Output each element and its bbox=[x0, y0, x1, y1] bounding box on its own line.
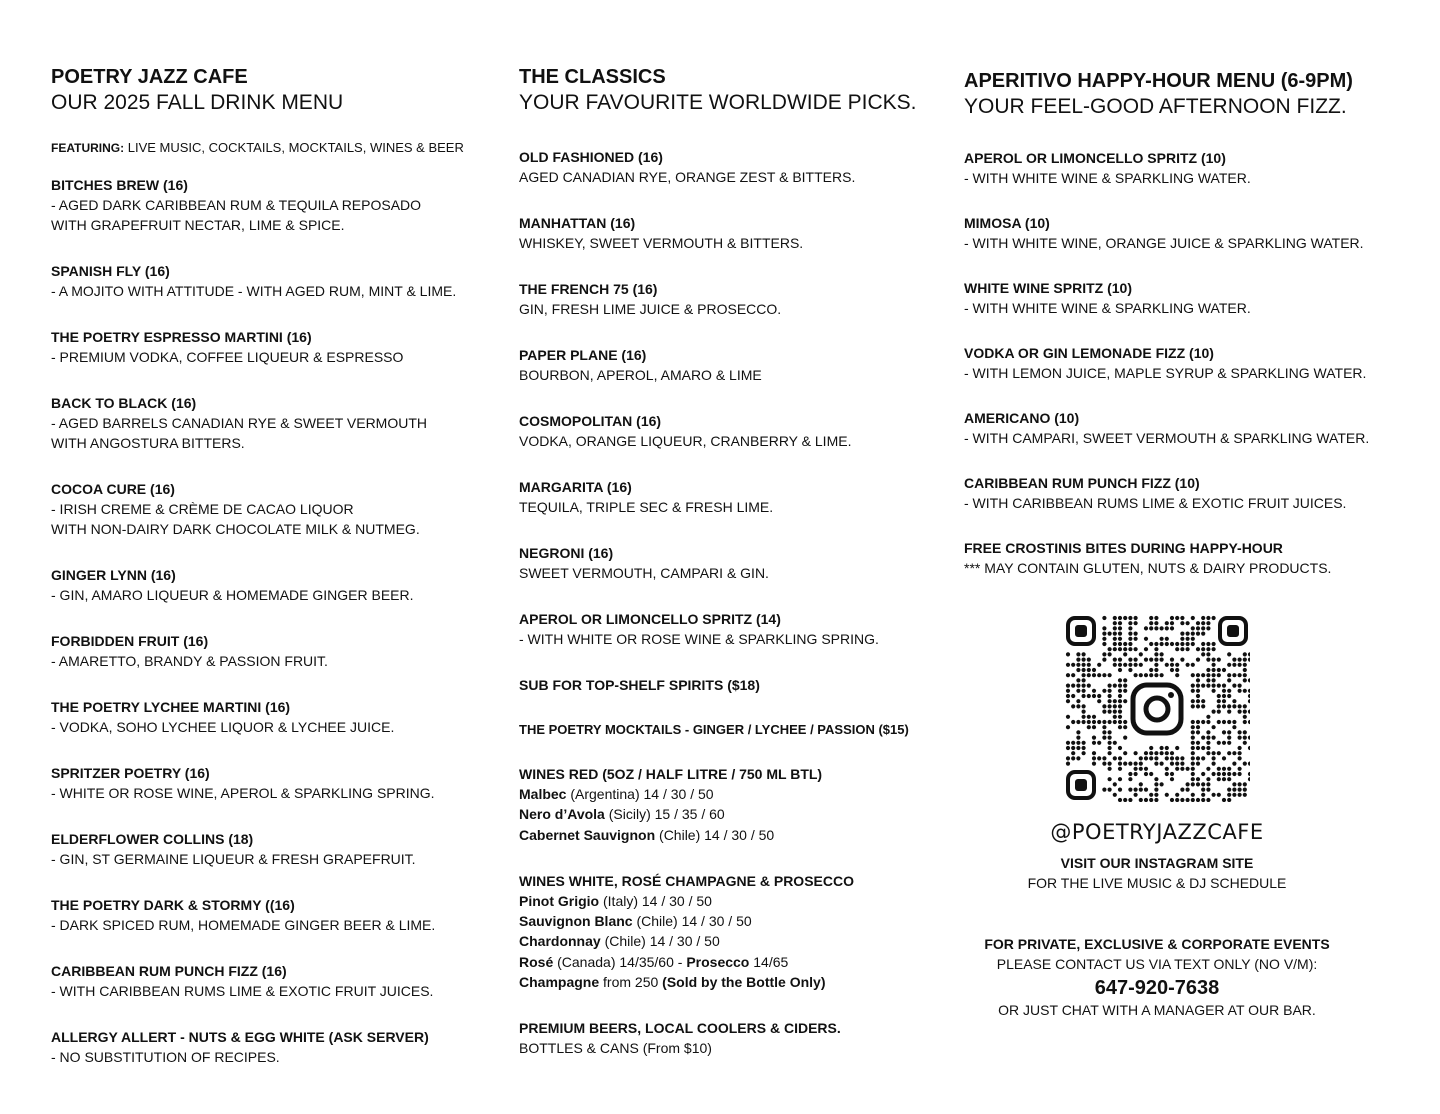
item-name: PAPER PLANE (16) bbox=[519, 347, 647, 363]
item-desc: - WITH WHITE OR ROSE WINE & SPARKLING SPRING. bbox=[519, 631, 879, 647]
item-desc: - WITH CAMPARI, SWEET VERMOUTH & SPARKLING WATER. bbox=[964, 430, 1370, 446]
happy-hour-title: APERITIVO HAPPY-HOUR MENU (6-9PM) bbox=[964, 70, 1353, 92]
item-name: MANHATTAN (16) bbox=[519, 215, 636, 231]
menu-item bbox=[51, 327, 491, 367]
featuring-text: LIVE MUSIC, COCKTAILS, MOCKTAILS, WINES & BEER bbox=[124, 140, 464, 155]
item-name: ALLERGY ALLERT - NUTS & EGG WHITE (ASK SERVER) bbox=[51, 1029, 429, 1045]
item-name: FREE CROSTINIS BITES DURING HAPPY-HOUR bbox=[964, 540, 1283, 556]
item-desc: WITH ANGOSTURA BITTERS. bbox=[51, 435, 245, 451]
item-name: MIMOSA (10) bbox=[964, 215, 1050, 231]
item-desc: - WITH WHITE WINE & SPARKLING WATER. bbox=[964, 300, 1251, 316]
item-desc: AGED CANADIAN RYE, ORANGE ZEST & BITTERS. bbox=[519, 169, 856, 185]
wine-detail: from 250 bbox=[599, 974, 663, 991]
menu-title: POETRY JAZZ CAFE bbox=[51, 66, 248, 88]
wine-detail: (Chile) 14 / 30 / 50 bbox=[600, 933, 720, 950]
menu-item bbox=[51, 961, 491, 1001]
item-desc: SWEET VERMOUTH, CAMPARI & GIN. bbox=[519, 565, 769, 581]
item-desc: WITH GRAPEFRUIT NECTAR, LIME & SPICE. bbox=[51, 217, 345, 233]
events-desc: PLEASE CONTACT US VIA TEXT ONLY (NO V/M): bbox=[996, 956, 1318, 972]
signature-cocktails-column bbox=[51, 64, 491, 1093]
visit-desc: FOR THE LIVE MUSIC & DJ SCHEDULE bbox=[1027, 875, 1287, 891]
item-desc: - GIN, ST GERMAINE LIQUEUR & FRESH GRAPEFRUIT. bbox=[51, 851, 416, 867]
menu-item bbox=[519, 279, 949, 319]
item-desc: - GIN, AMARO LIQUEUR & HOMEMADE GINGER BEER. bbox=[51, 587, 414, 603]
item-desc: - A MOJITO WITH ATTITUDE - WITH AGED RUM, MINT & LIME. bbox=[51, 283, 457, 299]
item-desc: VODKA, ORANGE LIQUEUR, CRANBERRY & LIME. bbox=[519, 433, 852, 449]
wines-red-section bbox=[519, 764, 949, 845]
wine-detail: (Argentina) 14 / 30 / 50 bbox=[566, 786, 714, 802]
item-name: BACK TO BLACK (16) bbox=[51, 395, 197, 411]
wine-name: Prosecco bbox=[686, 953, 750, 970]
wines-white-list bbox=[519, 891, 949, 952]
item-desc: - WITH WHITE WINE, ORANGE JUICE & SPARKLING WATER. bbox=[964, 235, 1364, 251]
wine-detail: (Sicily) 15 / 35 / 60 bbox=[604, 806, 725, 823]
wine-detail: (Canada) 14/35/60 - bbox=[553, 953, 687, 970]
item-name: OLD FASHIONED (16) bbox=[519, 149, 663, 165]
menu-item bbox=[964, 473, 1424, 513]
happy-hour-column bbox=[964, 64, 1424, 603]
item-desc: - DARK SPICED RUM, HOMEMADE GINGER BEER & LIME. bbox=[51, 917, 436, 933]
events-heading: FOR PRIVATE, EXCLUSIVE & CORPORATE EVENTS bbox=[984, 936, 1330, 952]
wine-line bbox=[519, 931, 949, 951]
item-desc: WHISKEY, SWEET VERMOUTH & BITTERS. bbox=[519, 235, 804, 251]
featuring-line bbox=[51, 139, 491, 157]
item-name: APEROL OR LIMONCELLO SPRITZ (10) bbox=[964, 150, 1226, 166]
wine-line bbox=[519, 911, 949, 931]
menu-item bbox=[519, 477, 949, 517]
menu-item bbox=[51, 1027, 491, 1067]
featuring-label: FEATURING: bbox=[51, 141, 125, 155]
wine-line bbox=[519, 891, 949, 911]
wine-line bbox=[519, 825, 949, 845]
wine-detail: (Italy) 14 / 30 / 50 bbox=[599, 892, 712, 909]
happy-hour-list bbox=[964, 148, 1424, 578]
chat-note: OR JUST CHAT WITH A MANAGER AT OUR BAR. bbox=[998, 1002, 1316, 1018]
wine-line bbox=[519, 804, 949, 824]
item-name: MARGARITA (16) bbox=[519, 479, 632, 495]
item-name: SPANISH FLY (16) bbox=[51, 263, 170, 279]
menu-item bbox=[51, 393, 491, 453]
wines-white-heading: WINES WHITE, ROSÉ CHAMPAGNE & PROSECCO bbox=[519, 872, 854, 889]
menu-item bbox=[51, 565, 491, 605]
item-desc: - WHITE OR ROSE WINE, APEROL & SPARKLING SPRING. bbox=[51, 785, 435, 801]
item-name: APEROL OR LIMONCELLO SPRITZ (14) bbox=[519, 611, 781, 627]
wine-detail: (Chile) 14 / 30 / 50 bbox=[655, 826, 775, 843]
menu-item bbox=[519, 675, 949, 695]
events-info bbox=[964, 934, 1350, 1020]
menu-item bbox=[964, 408, 1424, 448]
item-name: COCOA CURE (16) bbox=[51, 481, 175, 497]
item-desc: - AMARETTO, BRANDY & PASSION FRUIT. bbox=[51, 653, 328, 669]
item-name: GINGER LYNN (16) bbox=[51, 567, 176, 583]
menu-item bbox=[964, 343, 1424, 383]
item-desc: - WITH LEMON JUICE, MAPLE SYRUP & SPARKLING WATER. bbox=[964, 365, 1367, 381]
menu-item bbox=[519, 720, 949, 740]
item-name: SPRITZER POETRY (16) bbox=[51, 765, 210, 781]
menu-item bbox=[51, 261, 491, 301]
item-name: THE POETRY ESPRESSO MARTINI (16) bbox=[51, 329, 312, 345]
classics-title: THE CLASSICS bbox=[519, 66, 666, 88]
menu-item bbox=[51, 631, 491, 671]
item-desc: *** MAY CONTAIN GLUTEN, NUTS & DAIRY PRODUCTS. bbox=[964, 560, 1332, 576]
item-desc: - AGED DARK CARIBBEAN RUM & TEQUILA REPOSADO bbox=[51, 197, 422, 213]
menu-subtitle: OUR 2025 FALL DRINK MENU bbox=[51, 91, 344, 114]
menu-item bbox=[51, 175, 491, 235]
item-desc: - IRISH CREME & CRÈME DE CACAO LIQUOR bbox=[51, 501, 354, 517]
champagne-note: (Sold by the Bottle Only) bbox=[662, 974, 826, 991]
item-desc: - PREMIUM VODKA, COFFEE LIQUEUR & ESPRESSO bbox=[51, 349, 404, 365]
instagram-info bbox=[964, 853, 1350, 893]
menu-item bbox=[519, 411, 949, 451]
classics-subtitle: YOUR FAVOURITE WORLDWIDE PICKS. bbox=[519, 91, 917, 114]
item-name: ELDERFLOWER COLLINS (18) bbox=[51, 831, 254, 847]
menu-item bbox=[964, 278, 1424, 318]
instagram-handle[interactable]: @POETRYJAZZCAFE bbox=[1050, 820, 1264, 844]
wine-line-champagne bbox=[519, 972, 949, 992]
beers-section bbox=[519, 1018, 949, 1058]
item-desc: - VODKA, SOHO LYCHEE LIQUOR & LYCHEE JUICE. bbox=[51, 719, 395, 735]
instagram-qr-code-icon[interactable] bbox=[1064, 614, 1250, 802]
menu-item bbox=[519, 609, 949, 649]
menu-item bbox=[519, 147, 949, 187]
menu-item bbox=[51, 763, 491, 803]
item-name: AMERICANO (10) bbox=[964, 410, 1080, 426]
wine-detail: (Chile) 14 / 30 / 50 bbox=[632, 913, 752, 930]
item-desc: - WITH CARIBBEAN RUMS LIME & EXOTIC FRUIT JUICES. bbox=[964, 495, 1347, 511]
wine-line-rose-prosecco bbox=[519, 952, 949, 972]
item-name: BITCHES BREW (16) bbox=[51, 177, 188, 193]
item-name: NEGRONI (16) bbox=[519, 545, 614, 561]
item-name: COSMOPOLITAN (16) bbox=[519, 413, 662, 429]
item-name: VODKA OR GIN LEMONADE FIZZ (10) bbox=[964, 345, 1214, 361]
wine-name: Chardonnay bbox=[519, 933, 601, 950]
menu-item bbox=[964, 148, 1424, 188]
wine-detail: 14/65 bbox=[749, 953, 789, 970]
wine-name: Cabernet Sauvignon bbox=[519, 826, 656, 843]
item-desc: TEQUILA, TRIPLE SEC & FRESH LIME. bbox=[519, 499, 774, 515]
top-shelf-note: SUB FOR TOP-SHELF SPIRITS ($18) bbox=[519, 677, 760, 693]
item-name: THE POETRY LYCHEE MARTINI (16) bbox=[51, 699, 291, 715]
menu-item bbox=[51, 829, 491, 869]
item-desc: - AGED BARRELS CANADIAN RYE & SWEET VERMOUTH bbox=[51, 415, 428, 431]
wine-name: Pinot Grigio bbox=[519, 892, 600, 909]
item-name: THE FRENCH 75 (16) bbox=[519, 281, 658, 297]
signature-cocktail-list bbox=[51, 175, 491, 1067]
beers-desc: BOTTLES & CANS (From $10) bbox=[519, 1040, 712, 1057]
item-desc: WITH NON-DAIRY DARK CHOCOLATE MILK & NUTMEG. bbox=[51, 521, 420, 537]
item-name: CARIBBEAN RUM PUNCH FIZZ (16) bbox=[51, 963, 287, 979]
wines-red-list bbox=[519, 784, 949, 845]
item-desc: BOURBON, APEROL, AMARO & LIME bbox=[519, 367, 762, 383]
menu-item bbox=[51, 895, 491, 935]
menu-item bbox=[519, 543, 949, 583]
wines-white-section bbox=[519, 871, 949, 992]
item-desc: - NO SUBSTITUTION OF RECIPES. bbox=[51, 1049, 280, 1065]
wine-name: Malbec bbox=[519, 786, 567, 802]
item-name: THE POETRY DARK & STORMY ((16) bbox=[51, 897, 295, 913]
item-name: CARIBBEAN RUM PUNCH FIZZ (10) bbox=[964, 475, 1200, 491]
item-name: WHITE WINE SPRITZ (10) bbox=[964, 280, 1132, 296]
phone-number[interactable]: 647-920-7638 bbox=[1094, 977, 1220, 999]
menu-item bbox=[964, 538, 1424, 578]
menu-item bbox=[519, 213, 949, 253]
wine-name: Rosé bbox=[519, 953, 554, 970]
item-desc: - WITH WHITE WINE & SPARKLING WATER. bbox=[964, 170, 1251, 186]
wine-name: Sauvignon Blanc bbox=[519, 913, 633, 930]
visit-heading: VISIT OUR INSTAGRAM SITE bbox=[1060, 855, 1254, 871]
menu-item bbox=[964, 213, 1424, 253]
beers-heading: PREMIUM BEERS, LOCAL COOLERS & CIDERS. bbox=[519, 1020, 841, 1037]
wine-name: Champagne bbox=[519, 974, 600, 991]
classics-list bbox=[519, 147, 949, 649]
happy-hour-subtitle: YOUR FEEL-GOOD AFTERNOON FIZZ. bbox=[964, 95, 1347, 118]
wine-line bbox=[519, 784, 949, 804]
item-desc: GIN, FRESH LIME JUICE & PROSECCO. bbox=[519, 301, 782, 317]
item-desc: - WITH CARIBBEAN RUMS LIME & EXOTIC FRUIT JUICES. bbox=[51, 983, 434, 999]
item-name: FORBIDDEN FRUIT (16) bbox=[51, 633, 209, 649]
classics-column bbox=[519, 64, 949, 1084]
menu-item bbox=[51, 479, 491, 539]
wine-name: Nero d’Avola bbox=[519, 806, 605, 823]
mocktails-line: THE POETRY MOCKTAILS - GINGER / LYCHEE / PASSION ($15) bbox=[519, 722, 909, 737]
menu-item bbox=[51, 697, 491, 737]
wines-red-heading: WINES RED (5OZ / HALF LITRE / 750 ML BTL) bbox=[519, 766, 823, 782]
menu-item bbox=[519, 345, 949, 385]
